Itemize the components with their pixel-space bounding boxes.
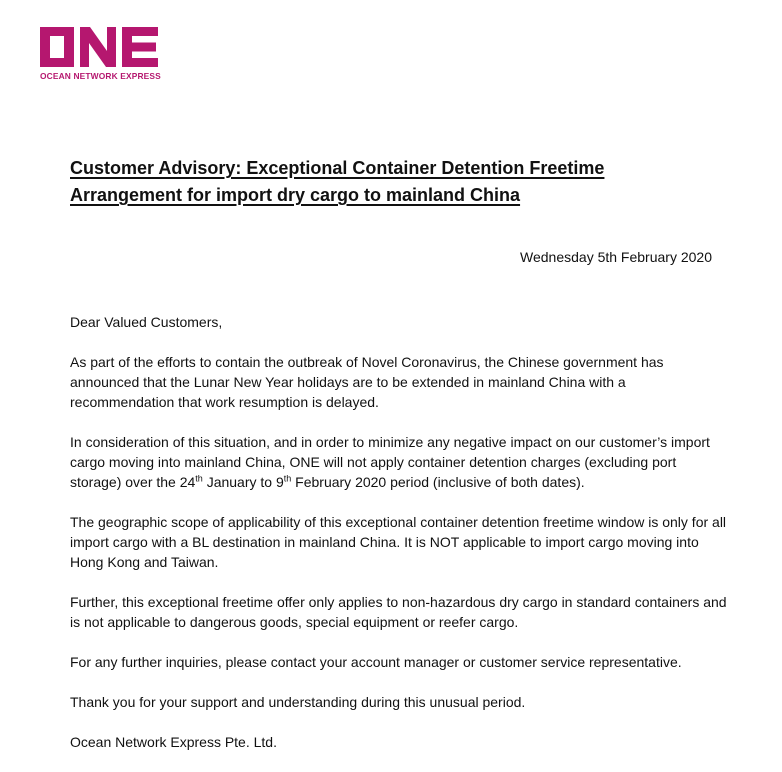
- signature: Ocean Network Express Pte. Ltd.: [70, 734, 277, 750]
- paragraph-inquiries: For any further inquiries, please contact your account manager or customer service representative.: [70, 654, 682, 670]
- advisory-date: Wednesday 5th February 2020: [520, 249, 712, 265]
- paragraph-geographic-scope: The geographic scope of applicability of this exceptional container detention freetime window is only for all import cargo with a BL destination in mainland China. It is NOT applicable to import cargo moving into Hong Kong and Taiwan.: [70, 514, 727, 570]
- ordinal-suffix-1: th: [195, 473, 203, 484]
- advisory-title: [70, 155, 710, 209]
- paragraph-detention-text-1: In consideration of this situation, and in order to minimize any negative impact on our customer’s import cargo moving into mainland China, ONE will not apply container detention charges (excluding port storage) over the 24: [70, 434, 710, 490]
- paragraph-outbreak: As part of the efforts to contain the outbreak of Novel Coronavirus, the Chinese government has announced that the Lunar New Year holidays are to be extended in mainland China with a recommendation that work resumption is delayed.: [70, 354, 664, 410]
- letter-body: [70, 312, 730, 772]
- title-line-2: Arrangement for import dry cargo to mainland China: [70, 185, 521, 205]
- paragraph-thanks: Thank you for your support and understanding during this unusual period.: [70, 694, 526, 710]
- paragraph-detention-text-2: January to 9: [202, 474, 284, 490]
- paragraph-cargo-restrictions: Further, this exceptional freetime offer only applies to non-hazardous dry cargo in standard containers and is not applicable to dangerous goods, special equipment or reefer cargo.: [70, 594, 727, 630]
- paragraph-detention-waiver: [70, 432, 730, 492]
- logo-subtitle: OCEAN NETWORK EXPRESS: [40, 71, 161, 81]
- ordinal-suffix-2: th: [283, 473, 292, 484]
- company-logo: [40, 27, 160, 85]
- title-line-1: Customer Advisory: Exceptional Container Detention Freetime: [70, 158, 605, 178]
- salutation: Dear Valued Customers,: [70, 314, 223, 330]
- paragraph-detention-text-3: February 2020 period (inclusive of both dates).: [291, 474, 585, 490]
- one-logo-wordmark: [40, 27, 158, 67]
